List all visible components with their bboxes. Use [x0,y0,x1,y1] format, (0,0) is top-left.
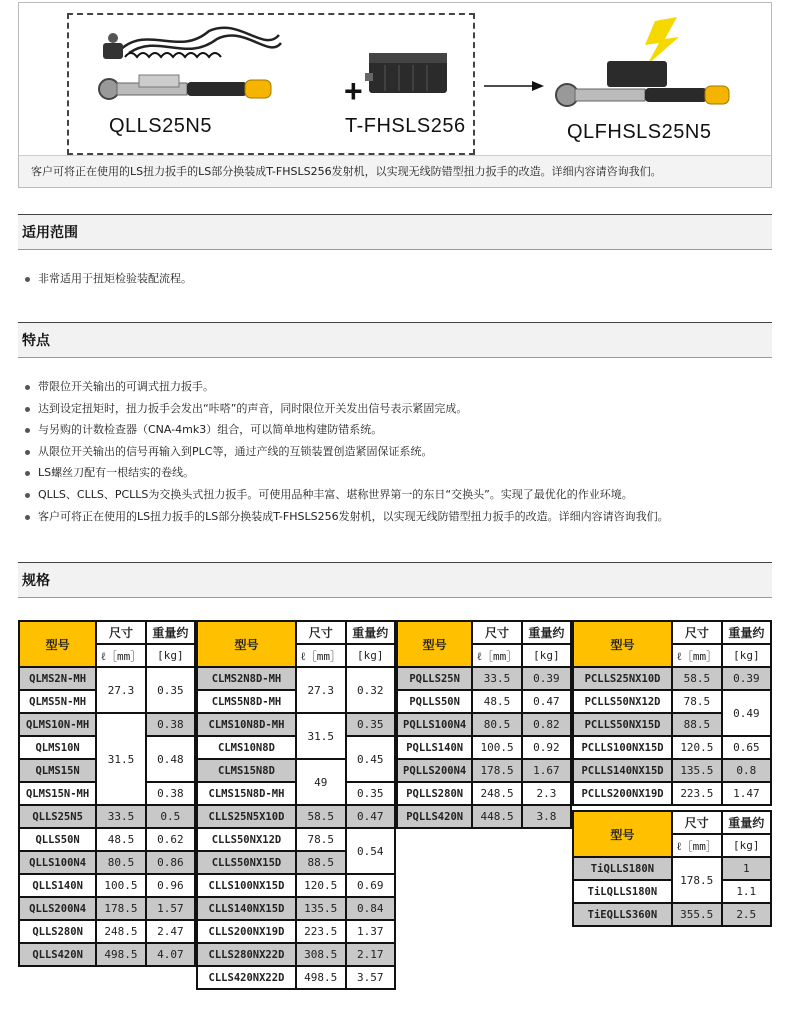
table-row [197,805,395,828]
weight-cell: 1.67 [522,759,571,782]
table-row [19,713,195,736]
weight-unit: [kg] [722,644,771,667]
list-item: LS螺丝刀配有一根结实的卷线。 [22,462,669,484]
size-cell: 49 [296,759,346,805]
size-cell: 31.5 [96,713,146,805]
spec-table-ti [572,810,772,927]
model-cell: CLLS420NX22D [197,966,296,989]
table-row [573,903,771,926]
size-cell: 308.5 [296,943,346,966]
weight-cell: 2.47 [146,920,195,943]
weight-header: 重量约 [722,811,772,834]
model-cell: QLLS50N [19,828,96,851]
weight-cell: 0.38 [146,782,195,805]
model-cell: CLMS15N8D [197,759,296,782]
size-header: 尺寸 [672,811,722,834]
model-cell: CLMS15N8D-MH [197,782,296,805]
table-row [397,667,571,690]
weight-cell: 0.96 [146,874,195,897]
list-item: 带限位开关输出的可调式扭力扳手。 [22,376,669,398]
size-cell: 80.5 [472,713,522,736]
model-cell: PCLLS100NX15D [573,736,672,759]
size-unit: ℓ［mm］ [672,834,722,857]
table-row [19,943,195,966]
size-cell: 355.5 [672,903,722,926]
weight-header: 重量约 [146,621,195,644]
size-cell: 33.5 [472,667,522,690]
table-row [573,782,771,805]
size-cell: 100.5 [96,874,146,897]
size-cell: 88.5 [672,713,722,736]
size-header: 尺寸 [296,621,346,644]
model-cell: QLMS15N-MH [19,782,96,805]
weight-header: 重量约 [522,621,571,644]
model-cell: TiLQLLS180N [573,880,672,903]
table-row [19,667,195,690]
model-cell: QLMS2N-MH [19,667,96,690]
model-cell: CLLS50NX12D [197,828,296,851]
model-cell: PCLLS50NX15D [573,713,672,736]
model-cell: CLLS280NX22D [197,943,296,966]
size-cell: 78.5 [296,828,346,851]
table-row [573,759,771,782]
weight-cell: 0.47 [346,805,395,828]
weight-cell: 0.84 [346,897,395,920]
model-cell: PCLLS25NX10D [573,667,672,690]
size-cell: 498.5 [96,943,146,966]
weight-cell: 0.39 [522,667,571,690]
section-title-scope: 适用范围 [18,214,772,250]
weight-cell: 2.3 [522,782,571,805]
section-title-features: 特点 [18,322,772,358]
weight-cell: 1.37 [346,920,395,943]
size-unit: ℓ［mm］ [296,644,346,667]
weight-cell: 0.62 [146,828,195,851]
weight-cell: 0.82 [522,713,571,736]
model-cell: CLMS10N8D [197,736,296,759]
model-cell: CLMS5N8D-MH [197,690,296,713]
list-item: 从限位开关输出的信号再输入到PLC等，通过产线的互锁装置创造紧固保证系统。 [22,441,669,463]
transmitter-image [365,43,453,99]
size-cell: 135.5 [672,759,722,782]
model-cell: CLMS2N8D-MH [197,667,296,690]
weight-unit: [kg] [346,644,395,667]
size-cell: 27.3 [296,667,346,713]
model-cell: CLLS25N5X10D [197,805,296,828]
weight-header: 重量约 [346,621,395,644]
product-label-transmitter: T-FHSLS256 [345,115,466,137]
weight-cell: 4.07 [146,943,195,966]
table-row [19,874,195,897]
weight-cell: 0.8 [722,759,771,782]
model-header: 型号 [573,811,672,857]
size-cell: 48.5 [472,690,522,713]
table-row [19,828,195,851]
table-row [197,897,395,920]
model-cell: PQLLS50N [397,690,472,713]
table-row [197,943,395,966]
model-cell: QLMS15N [19,759,96,782]
product-label-wrench: QLLS25N5 [109,115,212,137]
table-row [197,874,395,897]
model-cell: TiEQLLS360N [573,903,672,926]
table-row [197,966,395,989]
weight-unit: [kg] [722,834,772,857]
model-cell: QLLS140N [19,874,96,897]
model-header: 型号 [397,621,472,667]
size-cell: 178.5 [472,759,522,782]
features-list [22,376,669,527]
weight-cell: 0.39 [722,667,771,690]
model-cell: PCLLS140NX15D [573,759,672,782]
model-cell: CLLS200NX19D [197,920,296,943]
size-cell: 27.3 [96,667,146,713]
size-unit: ℓ［mm］ [96,644,146,667]
arrow-right-icon [484,79,544,93]
weight-cell: 0.38 [146,713,195,736]
size-header: 尺寸 [472,621,522,644]
spec-table-pclls [572,620,772,806]
retrofit-caption: 客户可将正在使用的LS扭力扳手的LS部分换装成T-FHSLS256发射机，以实现无线防错型扭力扳手的改造。详细内容请咨询我们。 [19,155,771,187]
list-item: 客户可将正在使用的LS扭力扳手的LS部分换装成T-FHSLS256发射机，以实现无线防错型扭力扳手的改造。详细内容请咨询我们。 [22,506,669,528]
weight-cell: 0.45 [346,736,395,782]
size-cell: 58.5 [296,805,346,828]
size-cell: 120.5 [296,874,346,897]
model-cell: CLLS140NX15D [197,897,296,920]
retrofit-dashed-box [67,13,475,155]
list-item: QLLS、CLLS、PCLLS为交换头式扭力扳手。可使用品种丰富、堪称世界第一的东日“交换头”。实现了最优化的作业环境。 [22,484,669,506]
model-cell: QLLS280N [19,920,96,943]
weight-cell: 0.35 [346,782,395,805]
table-row [397,736,571,759]
table-row [19,805,195,828]
size-cell: 100.5 [472,736,522,759]
size-cell: 33.5 [96,805,146,828]
size-cell: 498.5 [296,966,346,989]
table-row [19,897,195,920]
model-cell: PCLLS50NX12D [573,690,672,713]
size-cell: 88.5 [296,851,346,874]
size-cell: 120.5 [672,736,722,759]
table-row [197,713,395,736]
weight-cell: 0.54 [346,828,395,874]
model-cell: TiQLLS180N [573,857,672,880]
size-unit: ℓ［mm］ [472,644,522,667]
weight-cell: 0.32 [346,667,395,713]
scope-list [22,268,192,290]
model-header: 型号 [573,621,672,667]
weight-cell: 0.69 [346,874,395,897]
model-cell: CLLS100NX15D [197,874,296,897]
size-cell: 135.5 [296,897,346,920]
spec-table-qlls [18,620,196,967]
model-cell: PQLLS140N [397,736,472,759]
section-title-spec: 规格 [18,562,772,598]
list-item: 达到设定扭矩时，扭力扳手会发出“咔嗒”的声音，同时限位开关发出信号表示紧固完成。 [22,398,669,420]
weight-cell: 0.35 [146,667,195,713]
size-cell: 80.5 [96,851,146,874]
table-row [573,857,771,880]
weight-unit: [kg] [146,644,195,667]
model-cell: PQLLS280N [397,782,472,805]
weight-cell: 1.57 [146,897,195,920]
retrofit-diagram [18,2,772,188]
model-cell: PQLLS25N [397,667,472,690]
size-cell: 223.5 [296,920,346,943]
table-row [397,759,571,782]
table-row [397,713,571,736]
weight-cell: 0.92 [522,736,571,759]
size-cell: 48.5 [96,828,146,851]
spec-table-pqlls [396,620,572,829]
model-cell: QLLS200N4 [19,897,96,920]
size-cell: 248.5 [96,920,146,943]
size-header: 尺寸 [96,621,146,644]
model-cell: QLLS420N [19,943,96,966]
weight-cell: 1.1 [722,880,772,903]
list-item: 非常适用于扭矩检验装配流程。 [22,268,192,290]
table-row [573,667,771,690]
table-row [197,920,395,943]
table-row [19,851,195,874]
model-header: 型号 [19,621,96,667]
size-unit: ℓ［mm］ [672,644,722,667]
size-header: 尺寸 [672,621,722,644]
weight-cell: 0.47 [522,690,571,713]
model-header: 型号 [197,621,296,667]
model-cell: PQLLS420N [397,805,472,828]
weight-cell: 0.65 [722,736,771,759]
table-row [573,736,771,759]
model-cell: QLMS5N-MH [19,690,96,713]
model-cell: PQLLS200N4 [397,759,472,782]
size-cell: 178.5 [672,857,722,903]
wireless-wrench-image [547,17,747,117]
model-cell: QLMS10N [19,736,96,759]
model-cell: CLMS10N8D-MH [197,713,296,736]
weight-cell: 0.48 [146,736,195,782]
size-cell: 448.5 [472,805,522,828]
size-cell: 248.5 [472,782,522,805]
weight-cell: 1.47 [722,782,771,805]
weight-cell: 0.5 [146,805,195,828]
table-row [197,828,395,851]
model-cell: CLLS50NX15D [197,851,296,874]
weight-cell: 2.17 [346,943,395,966]
model-cell: PCLLS200NX19D [573,782,672,805]
weight-cell: 0.35 [346,713,395,736]
weight-cell: 3.8 [522,805,571,828]
size-cell: 223.5 [672,782,722,805]
model-cell: QLMS10N-MH [19,713,96,736]
plus-sign: + [344,73,363,109]
weight-cell: 3.57 [346,966,395,989]
spec-table-clls [196,620,396,990]
weight-cell: 0.49 [722,690,771,736]
weight-header: 重量约 [722,621,771,644]
size-cell: 178.5 [96,897,146,920]
weight-cell: 1 [722,857,772,880]
model-cell: PQLLS100N4 [397,713,472,736]
table-row [573,690,771,713]
model-cell: QLLS25N5 [19,805,96,828]
table-row [397,690,571,713]
table-row [397,782,571,805]
size-cell: 31.5 [296,713,346,759]
product-label-result: QLFHSLS25N5 [567,121,712,143]
weight-unit: [kg] [522,644,571,667]
weight-cell: 2.5 [722,903,772,926]
table-row [19,920,195,943]
model-cell: QLLS100N4 [19,851,96,874]
size-cell: 78.5 [672,690,722,713]
list-item: 与另购的计数检查器（CNA-4mk3）组合，可以简单地构建防错系统。 [22,419,669,441]
weight-cell: 0.86 [146,851,195,874]
size-cell: 58.5 [672,667,722,690]
qlls-wrench-image [89,23,289,109]
table-row [197,667,395,690]
table-row [397,805,571,828]
